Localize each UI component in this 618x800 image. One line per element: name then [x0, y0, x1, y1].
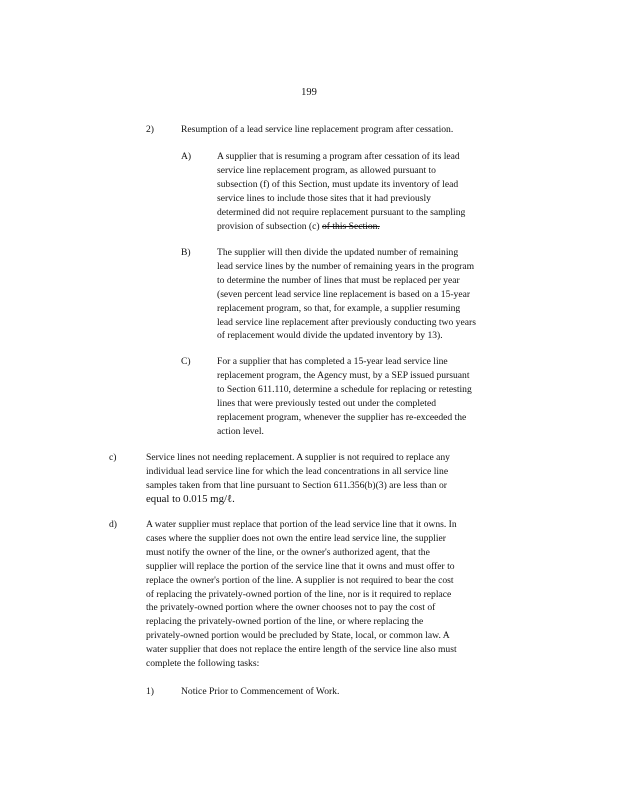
subsection-2A-label: A) — [181, 151, 192, 162]
paragraph-line: samples taken from that line pursuant to Section 611.356(b)(3) are less than or — [146, 479, 447, 491]
subsection-c-text — [146, 451, 526, 507]
paragraph-line: the privately-owned portion where the owner chooses not to pay the cost of — [146, 602, 436, 614]
paragraph-line: lead service lines by the number of remaining years in the program — [217, 260, 475, 272]
paragraph-line-prefix: provision of subsection (c) — [217, 220, 320, 232]
paragraph-line: The supplier will then divide the updated number of remaining — [217, 247, 459, 258]
subsection-2C-text — [217, 355, 517, 438]
paragraph-line: water supplier that does not replace the entire length of the service line also must — [146, 644, 457, 656]
paragraph-line: lead service line replacement after previously conducting two years — [217, 316, 476, 328]
paragraph-line: replacement program, whenever the supplier has re-exceeded the — [217, 411, 467, 423]
paragraph-line: individual lead service line for which the lead concentrations in all service line — [146, 465, 449, 477]
paragraph-line: For a supplier that has completed a 15-year lead service line — [217, 356, 448, 367]
subsection-c-label: c) — [109, 452, 117, 463]
paragraph-line — [217, 220, 517, 234]
subsection-2-label: 2) — [146, 124, 154, 135]
subsection-d1-label: 1) — [146, 686, 154, 697]
paragraph-line: action level. — [217, 425, 264, 437]
struck-text: of this Section. — [322, 220, 380, 232]
paragraph-line: to Section 611.110, determine a schedule for replacing or retesting — [217, 383, 472, 395]
paragraph-line: must notify the owner of the line, or the owner's authorized agent, that the — [146, 546, 430, 558]
paragraph-line: to determine the number of lines that must be replaced per year — [217, 274, 460, 286]
subsection-2A-text — [217, 150, 517, 233]
paragraph-line: of replacement would divide the updated inventory by 13). — [217, 330, 443, 342]
subsection-2-heading: Resumption of a lead service line replacement program after cessation. — [181, 124, 454, 135]
paragraph-line: lines that were previously tested out under the completed — [217, 397, 436, 409]
paragraph-line: service lines to include those sites that it had previously — [217, 192, 431, 204]
paragraph-line: complete the following tasks: — [146, 658, 260, 670]
page-number: 199 — [301, 87, 317, 98]
paragraph-line: privately-owned portion would be precluded by State, local, or common law. A — [146, 630, 450, 642]
paragraph-line: of replacing the privately-owned portion of the line, nor is it required to replace — [146, 588, 452, 600]
paragraph-line: A water supplier must replace that portion of the lead service line that it owns. In — [146, 519, 457, 530]
paragraph-line: subsection (f) of this Section, must update its inventory of lead — [217, 178, 459, 190]
paragraph-line: supplier will replace the portion of the service line that it owns and must offer to — [146, 560, 455, 572]
subsection-d-text — [146, 518, 526, 671]
paragraph-line: A supplier that is resuming a program after cessation of its lead — [217, 151, 460, 162]
subsection-d-label: d) — [109, 519, 117, 530]
subsection-2C-label: C) — [181, 356, 191, 367]
paragraph-line: replacement program, so that, for example, a supplier resuming — [217, 302, 461, 314]
paragraph-line: Service lines not needing replacement. A supplier is not required to replace any — [146, 452, 450, 463]
paragraph-line: cases where the supplier does not own the entire lead service line, the supplier — [146, 532, 446, 544]
subsection-2B-label: B) — [181, 247, 191, 258]
paragraph-line: replace the owner's portion of the line. A supplier is not required to bear the cost — [146, 574, 454, 586]
paragraph-line: service line replacement program, as allowed pursuant to — [217, 164, 436, 176]
subsection-d1-heading: Notice Prior to Commencement of Work. — [181, 686, 340, 697]
paragraph-line: equal to 0.015 mg/ℓ. — [146, 492, 235, 505]
paragraph-line: replacement program, the Agency must, by a SEP issued pursuant — [217, 369, 470, 381]
paragraph-line: (seven percent lead service line replacement is based on a 15-year — [217, 288, 471, 300]
subsection-2B-text — [217, 246, 517, 343]
paragraph-line: determined did not require replacement pursuant to the sampling — [217, 206, 466, 218]
paragraph-line: replacing the privately-owned portion of the line, or where replacing the — [146, 616, 424, 628]
